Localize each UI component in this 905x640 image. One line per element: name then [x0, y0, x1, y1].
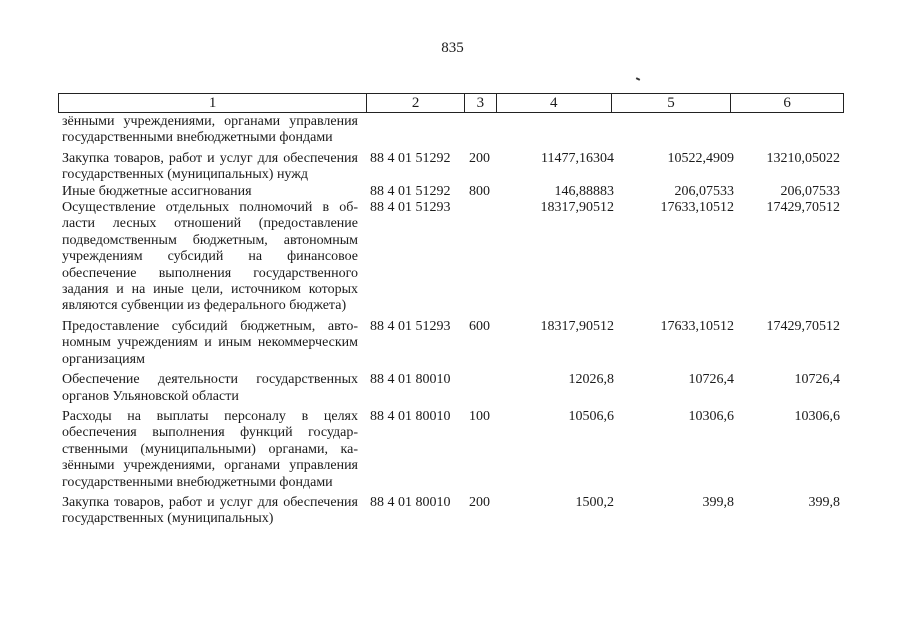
- table-row: [62, 409, 844, 491]
- row-value-col6: 17429,70512: [766, 318, 840, 334]
- row-value-col6: 13210,05022: [766, 150, 840, 166]
- row-value-col5: 399,8: [702, 494, 734, 510]
- page-number: 835: [441, 40, 464, 56]
- table-header: [58, 93, 844, 113]
- header-col-3: 3: [465, 94, 497, 112]
- row-description: Предоставление субсидий бюджетным, автономным учреждениям и иным некоммерческим организациям: [62, 318, 358, 367]
- row-target-code: 88 4 01 51293: [370, 200, 451, 216]
- row-value-col6: 10306,6: [794, 408, 840, 424]
- row-value-col4: 18317,90512: [540, 200, 614, 216]
- row-expense-type: 200: [469, 150, 490, 166]
- row-description: Обеспечение деятельности государственных органов Ульяновской области: [62, 372, 358, 404]
- header-col-4: 4: [497, 94, 612, 112]
- row-description: зёнными учреждениями, органами управления государственными внебюджетными фондами: [62, 114, 358, 146]
- row-target-code: [368, 114, 469, 147]
- table-body: [62, 114, 844, 528]
- row-description: Иные бюджетные ассигнования: [62, 183, 252, 199]
- table-row: [62, 372, 844, 405]
- row-value-col6: 10726,4: [794, 372, 840, 388]
- row-target-code: 88 4 01 80010: [370, 372, 451, 388]
- row-value-col6: 206,07533: [780, 183, 840, 199]
- row-value-col5: 17633,10512: [660, 318, 734, 334]
- row-description: Расходы на выплаты персоналу в целях обеспечения выполнения функций государственными (муниципальными) органами, казёнными учреждениями, органами управления государственными внебюджетными фондами: [62, 408, 358, 490]
- table-row: [62, 114, 844, 147]
- row-target-code: 88 4 01 80010: [370, 408, 451, 424]
- row-value-col4: 146,88883: [554, 183, 614, 199]
- table-row: [62, 319, 844, 368]
- row-target-code: 88 4 01 51292: [370, 183, 451, 199]
- row-value-col5: 206,07533: [674, 183, 734, 199]
- table-row: [62, 151, 844, 184]
- row-value-col5: 10522,4909: [667, 150, 734, 166]
- row-value-col5: [614, 114, 734, 147]
- row-target-code: 88 4 01 80010: [370, 494, 451, 510]
- row-description: Закупка товаров, работ и услуг для обеспечения государственных (муниципальных) нужд: [62, 150, 358, 183]
- table-row: [62, 200, 844, 315]
- row-value-col4: 11477,16304: [541, 150, 614, 166]
- row-expense-type: 200: [469, 494, 490, 510]
- row-value-col6: [734, 114, 840, 147]
- row-target-code: 88 4 01 51292: [370, 150, 451, 166]
- row-value-col4: 18317,90512: [540, 318, 614, 334]
- row-expense-type: 600: [469, 318, 490, 334]
- row-value-col4: 12026,8: [568, 372, 614, 388]
- row-value-col5: 17633,10512: [660, 200, 734, 216]
- row-value-col4: [499, 114, 614, 147]
- header-col-2: 2: [367, 94, 465, 112]
- row-value-col4: 10506,6: [568, 408, 614, 424]
- row-description: Осуществление отдельных полномочий в области лесных отношений (предоставление подведомственным бюджетным, автономным учреждениям субсидий на финансовое обеспечение выполнения государственного задания и на иные цели, источником которых являются субвенции из федерального бюджета): [62, 200, 358, 314]
- header-col-1: 1: [59, 94, 367, 112]
- row-expense-type: [469, 114, 499, 147]
- header-col-6: 6: [783, 95, 791, 111]
- scan-mark: [636, 77, 640, 81]
- row-target-code: 88 4 01 51293: [370, 318, 451, 334]
- row-value-col5: 10306,6: [688, 408, 734, 424]
- table-row: [62, 184, 844, 200]
- row-value-col6: 17429,70512: [766, 200, 840, 216]
- table-row: [62, 495, 844, 528]
- row-value-col4: 1500,2: [575, 494, 614, 510]
- row-description: Закупка товаров, работ и услуг для обеспечения государственных (муниципальных): [62, 494, 358, 527]
- row-value-col5: 10726,4: [688, 372, 734, 388]
- header-col-5: 5: [612, 94, 732, 112]
- row-value-col6: 399,8: [808, 494, 840, 510]
- row-expense-type: 100: [469, 408, 490, 424]
- row-expense-type: [469, 372, 499, 405]
- row-expense-type: [469, 200, 499, 315]
- row-expense-type: 800: [469, 183, 490, 199]
